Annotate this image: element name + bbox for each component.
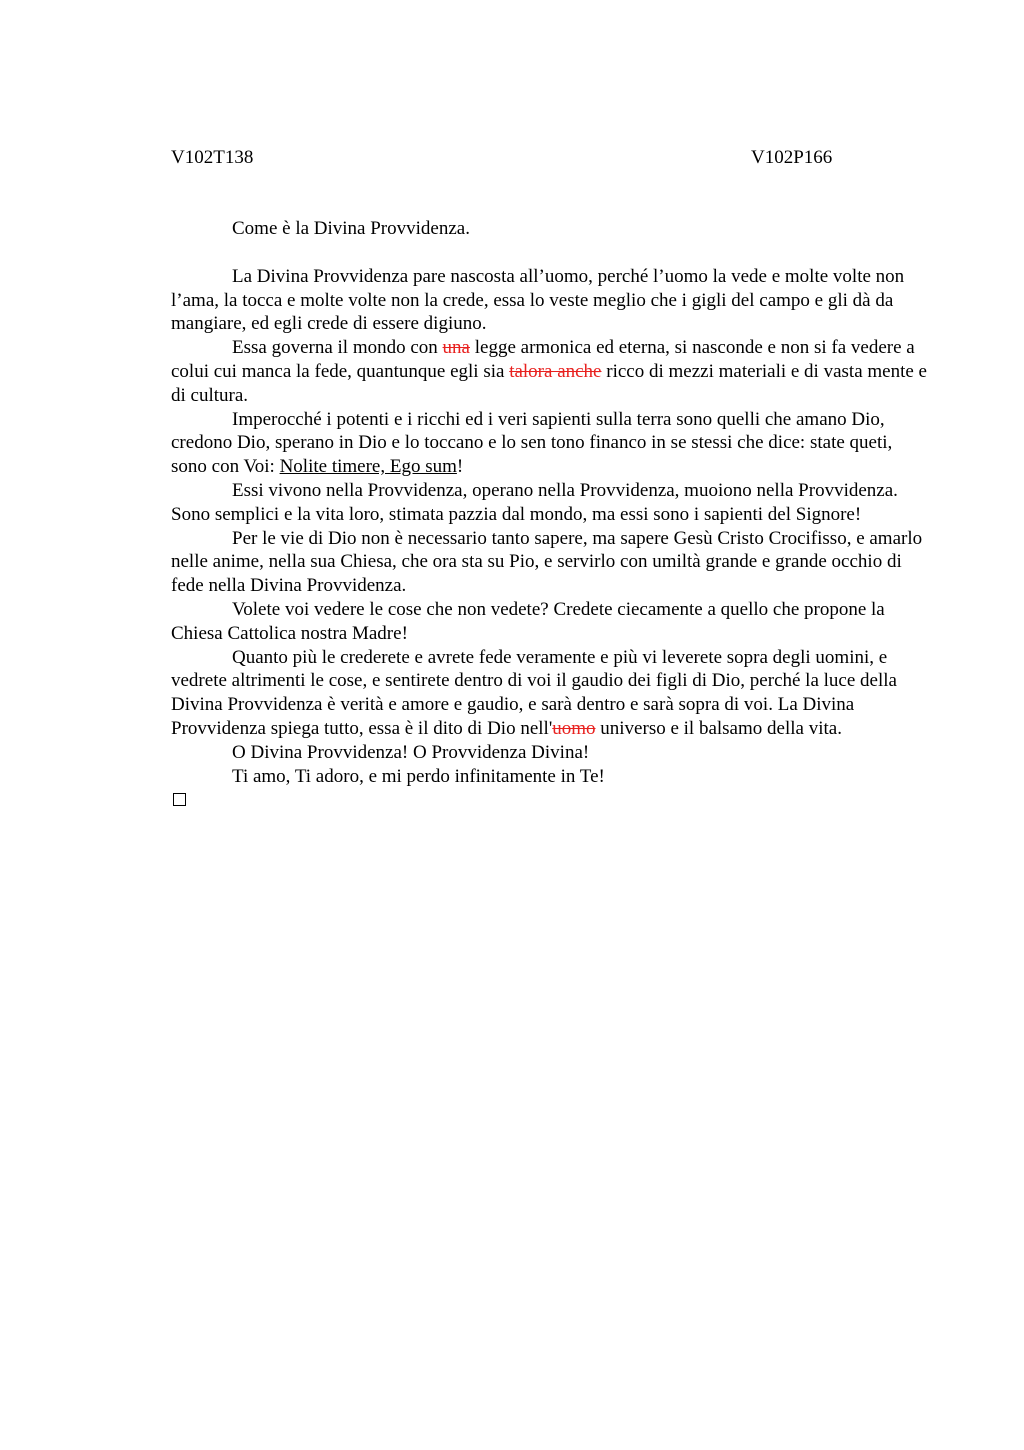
paragraph-2 [171, 336, 929, 407]
paragraph-1: La Divina Provvidenza pare nascosta all’uomo, perché l’uomo la vede e molte volte non l’ama, la tocca e molte volte non la crede, essa lo veste meglio che i gigli del campo e gli dà da mangiare, ed egli crede di essere digiuno. [171, 265, 905, 335]
deleted-word: uomo [552, 717, 596, 739]
paragraph-5: Per le vie di Dio non è necessario tanto sapere, ma sapere Gesù Cristo Crocifisso, e amarlo nelle anime, nella sua Chiesa, che ora sta su Pio, e servirlo con umiltà grande e grande occhio di fede nella Divina Provvidenza. [171, 527, 923, 597]
paragraph-9: Ti amo, Ti adoro, e mi perdo infinitamente in Te! [232, 765, 605, 787]
header-right-code: V102P166 [751, 147, 833, 168]
paragraph-6: Volete voi vedere le cose che non vedete? Credete ciecamente a quello che propone la Chiesa Cattolica nostra Madre! [171, 598, 885, 644]
paragraph-8: O Divina Provvidenza! O Provvidenza Divina! [232, 741, 590, 763]
paragraph-2-text-c: ricco di mezzi materiali e di vasta mente e di cultura. [171, 360, 927, 406]
deleted-word: una [442, 337, 470, 359]
header-left-code: V102T138 [171, 147, 254, 168]
deleted-phrase: talora anche [509, 360, 602, 382]
document-title: Come è la Divina Provvidenza. [232, 218, 470, 239]
paragraph-7-text-a: Quanto più le crederete e avrete fede veramente e più vi leverete sopra degli uomini, e vedrete altrimenti le cose, e sentirete dentro di voi il gaudio dei figli di Dio, perché la luce della Divina Provvidenza è verità e amore e gaudio, e sarà dentro e sarà sopra di voi. La Divina Provvidenza spiega tutto, essa è il dito di Dio nell' [171, 646, 897, 739]
paragraph-4: Essi vivono nella Provvidenza, operano nella Provvidenza, muoiono nella Provvidenza. Sono semplici e la vita loro, stimata pazzia dal mondo, ma essi sono i sapienti del Signore! [171, 479, 898, 525]
paragraph-3 [171, 408, 929, 479]
end-of-text-box-icon [173, 793, 186, 806]
paragraph-2-text-a: Essa governa il mondo con [232, 337, 443, 359]
title-spacer [171, 241, 929, 265]
document-body [171, 217, 929, 806]
paragraph-3-text-a: Imperocché i potenti e i ricchi ed i veri sapienti sulla terra sono quelli che amano Dio, credono Dio, sperano in Dio e lo toccano e lo sen tono financo in se stessi che dice: state queti, sono con Voi: [171, 408, 893, 478]
paragraph-7 [171, 646, 929, 741]
paragraph-2-text-b: legge armonica ed eterna, si nasconde e non si fa vedere a colui cui manca la fede, quantunque egli sia [171, 337, 915, 382]
underlined-quote: Nolite timere, Ego sum [279, 456, 457, 478]
paragraph-7-text-b: universo e il balsamo della vita. [595, 717, 842, 739]
paragraph-3-text-b: ! [456, 456, 464, 478]
